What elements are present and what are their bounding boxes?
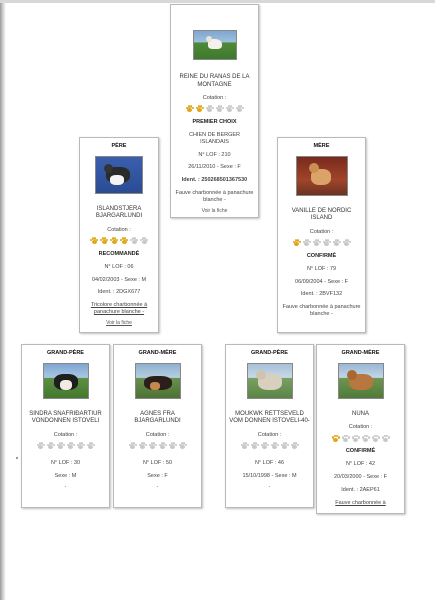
sex: Sexe : M bbox=[54, 472, 77, 479]
birth-sex: 20/03/2000 - Sexe : F bbox=[334, 474, 387, 480]
pedigree-card-maternal-grandfather[interactable] bbox=[225, 344, 314, 508]
paw-icon bbox=[110, 237, 118, 245]
paw-rating bbox=[83, 237, 155, 245]
paw-rating bbox=[174, 105, 255, 113]
cotation-label: Cotation : bbox=[257, 431, 282, 438]
paw-icon bbox=[67, 442, 75, 450]
paw-icon bbox=[196, 105, 204, 113]
pedigree-card-maternal-grandmother[interactable] bbox=[316, 344, 405, 514]
birth-sex: 04/02/2003 - Sexe : M bbox=[91, 276, 147, 283]
cotation-label: Cotation : bbox=[107, 226, 131, 233]
pedigree-card-father[interactable] bbox=[79, 137, 159, 333]
paw-icon bbox=[352, 434, 360, 442]
cotation-label: Cotation : bbox=[309, 228, 334, 235]
ident: Ident. : 250268501367530 bbox=[181, 177, 248, 184]
dog-name: SINDRA SNAFRIÐARTIUR VONDONNEN ISTOVELI bbox=[29, 410, 102, 425]
separator: - bbox=[268, 483, 271, 490]
coat-note: Tricolore charbonnée à panachure blanche - bbox=[90, 302, 148, 316]
grade: CONFIRMÉ bbox=[345, 448, 376, 455]
role-label: GRAND-MÈRE bbox=[341, 350, 380, 356]
paw-icon bbox=[323, 239, 331, 247]
paw-icon bbox=[139, 442, 147, 450]
lof-number: N° LOF : 50 bbox=[142, 459, 173, 466]
paw-icon bbox=[291, 442, 299, 450]
pedigree-card-mother[interactable] bbox=[277, 137, 366, 333]
lof-number: N° LOF : 79 bbox=[306, 265, 337, 272]
lof-number: N° LOF : 30 bbox=[50, 459, 81, 466]
dog-name: NUNA bbox=[351, 410, 369, 417]
cotation-label: Cotation : bbox=[53, 431, 78, 438]
coat-note: Fauve charbonnée à panachure blanche - bbox=[175, 190, 254, 203]
scan-top-edge bbox=[0, 0, 435, 3]
separator: - bbox=[64, 483, 67, 490]
role-label: GRAND-MÈRE bbox=[138, 350, 177, 356]
paw-icon bbox=[382, 434, 390, 442]
lof-number: N° LOF : 42 bbox=[345, 461, 376, 468]
dog-name: AGNES FRA BJARGARLUNDI bbox=[134, 410, 181, 425]
paw-icon bbox=[90, 237, 98, 245]
paw-icon bbox=[87, 442, 95, 450]
paw-icon bbox=[47, 442, 55, 450]
dog-name: MOUKWK RETTSEVELD VOM DONNEN ISTOVELI-40- bbox=[229, 410, 310, 425]
paw-icon bbox=[332, 434, 340, 442]
dog-name: VANILLE DE NORDIC ISLAND bbox=[291, 207, 352, 222]
pedigree-card-paternal-grandmother[interactable] bbox=[113, 344, 202, 508]
lof-number: N° LOF : 06 bbox=[104, 263, 134, 270]
paw-icon bbox=[236, 105, 244, 113]
paw-icon bbox=[342, 434, 350, 442]
paw-icon bbox=[343, 239, 351, 247]
birth-sex: 26/11/2010 - Sexe : F bbox=[188, 164, 241, 171]
dog-photo bbox=[43, 363, 89, 399]
paw-icon bbox=[216, 105, 224, 113]
paw-icon bbox=[169, 442, 177, 450]
lof-number: N° LOF : 46 bbox=[254, 459, 285, 466]
pedigree-card-subject[interactable] bbox=[170, 4, 259, 218]
paw-icon bbox=[226, 105, 234, 113]
paw-icon bbox=[37, 442, 45, 450]
paw-icon bbox=[206, 105, 214, 113]
birth-sex: 06/09/2004 - Sexe : F bbox=[295, 278, 348, 285]
paw-rating bbox=[320, 434, 401, 442]
separator: - bbox=[156, 483, 159, 490]
cotation-label: Cotation : bbox=[348, 424, 373, 431]
role-label: PÈRE bbox=[111, 143, 127, 149]
coat-note: Fauve charbonnée à panachure blanche - bbox=[282, 304, 361, 318]
sex: Sexe : F bbox=[147, 472, 168, 479]
role-label: GRAND-PÈRE bbox=[47, 350, 84, 356]
paw-icon bbox=[179, 442, 187, 450]
grade: PREMIER CHOIX bbox=[192, 118, 237, 125]
dog-photo bbox=[247, 363, 293, 399]
lof-number: N° LOF : 210 bbox=[198, 151, 231, 158]
dog-photo bbox=[95, 156, 143, 194]
paw-icon bbox=[372, 434, 380, 442]
breed: CHIEN DE BERGER ISLANDAIS bbox=[188, 131, 241, 145]
paw-icon bbox=[251, 442, 259, 450]
dog-name: REINE DU RANAS DE LA MONTAGNE bbox=[179, 74, 250, 88]
dog-photo bbox=[135, 363, 181, 399]
paw-icon bbox=[271, 442, 279, 450]
paw-icon bbox=[313, 239, 321, 247]
view-sheet-link[interactable]: Voir la fiche bbox=[106, 320, 132, 326]
dog-photo bbox=[338, 363, 384, 399]
grade: RECOMMANDÉ bbox=[98, 250, 140, 257]
paw-icon bbox=[159, 442, 167, 450]
paw-rating bbox=[281, 239, 362, 247]
paw-icon bbox=[129, 442, 137, 450]
dog-name: ISLANDSTJERA BJARGARLUNDI bbox=[95, 205, 143, 220]
paw-rating bbox=[117, 442, 198, 450]
paw-icon bbox=[362, 434, 370, 442]
ident: Ident. : 2DGX677 bbox=[97, 289, 141, 296]
paw-icon bbox=[149, 442, 157, 450]
paw-rating bbox=[25, 442, 106, 450]
paw-icon bbox=[140, 237, 148, 245]
cotation-label: Cotation : bbox=[145, 431, 170, 438]
paw-icon bbox=[100, 237, 108, 245]
view-sheet-link[interactable]: Voir la fiche bbox=[201, 207, 228, 214]
paw-icon bbox=[293, 239, 301, 247]
pedigree-card-paternal-grandfather[interactable] bbox=[21, 344, 110, 508]
coat-note: Fauve charbonnée à bbox=[335, 499, 386, 506]
paw-rating bbox=[229, 442, 310, 450]
paw-icon bbox=[241, 442, 249, 450]
paw-icon bbox=[333, 239, 341, 247]
role-label: MÈRE bbox=[313, 143, 330, 149]
role-label: GRAND-PÈRE bbox=[251, 350, 288, 356]
birth-sex: 15/10/1998 - Sexe : M bbox=[242, 472, 297, 479]
paw-icon bbox=[130, 237, 138, 245]
paw-icon bbox=[261, 442, 269, 450]
scan-left-edge bbox=[0, 0, 6, 600]
scan-speck bbox=[16, 457, 18, 459]
paw-icon bbox=[186, 105, 194, 113]
grade: CONFIRMÉ bbox=[306, 252, 337, 259]
ident: Ident. : 2AEP61 bbox=[341, 486, 380, 493]
dog-photo bbox=[296, 156, 348, 196]
paw-icon bbox=[281, 442, 289, 450]
dog-photo bbox=[193, 30, 237, 60]
ident: Ident. : 2BVF132 bbox=[300, 291, 343, 298]
paw-icon bbox=[303, 239, 311, 247]
paw-icon bbox=[120, 237, 128, 245]
cotation-label: Cotation : bbox=[202, 95, 227, 101]
paw-icon bbox=[57, 442, 65, 450]
paw-icon bbox=[77, 442, 85, 450]
